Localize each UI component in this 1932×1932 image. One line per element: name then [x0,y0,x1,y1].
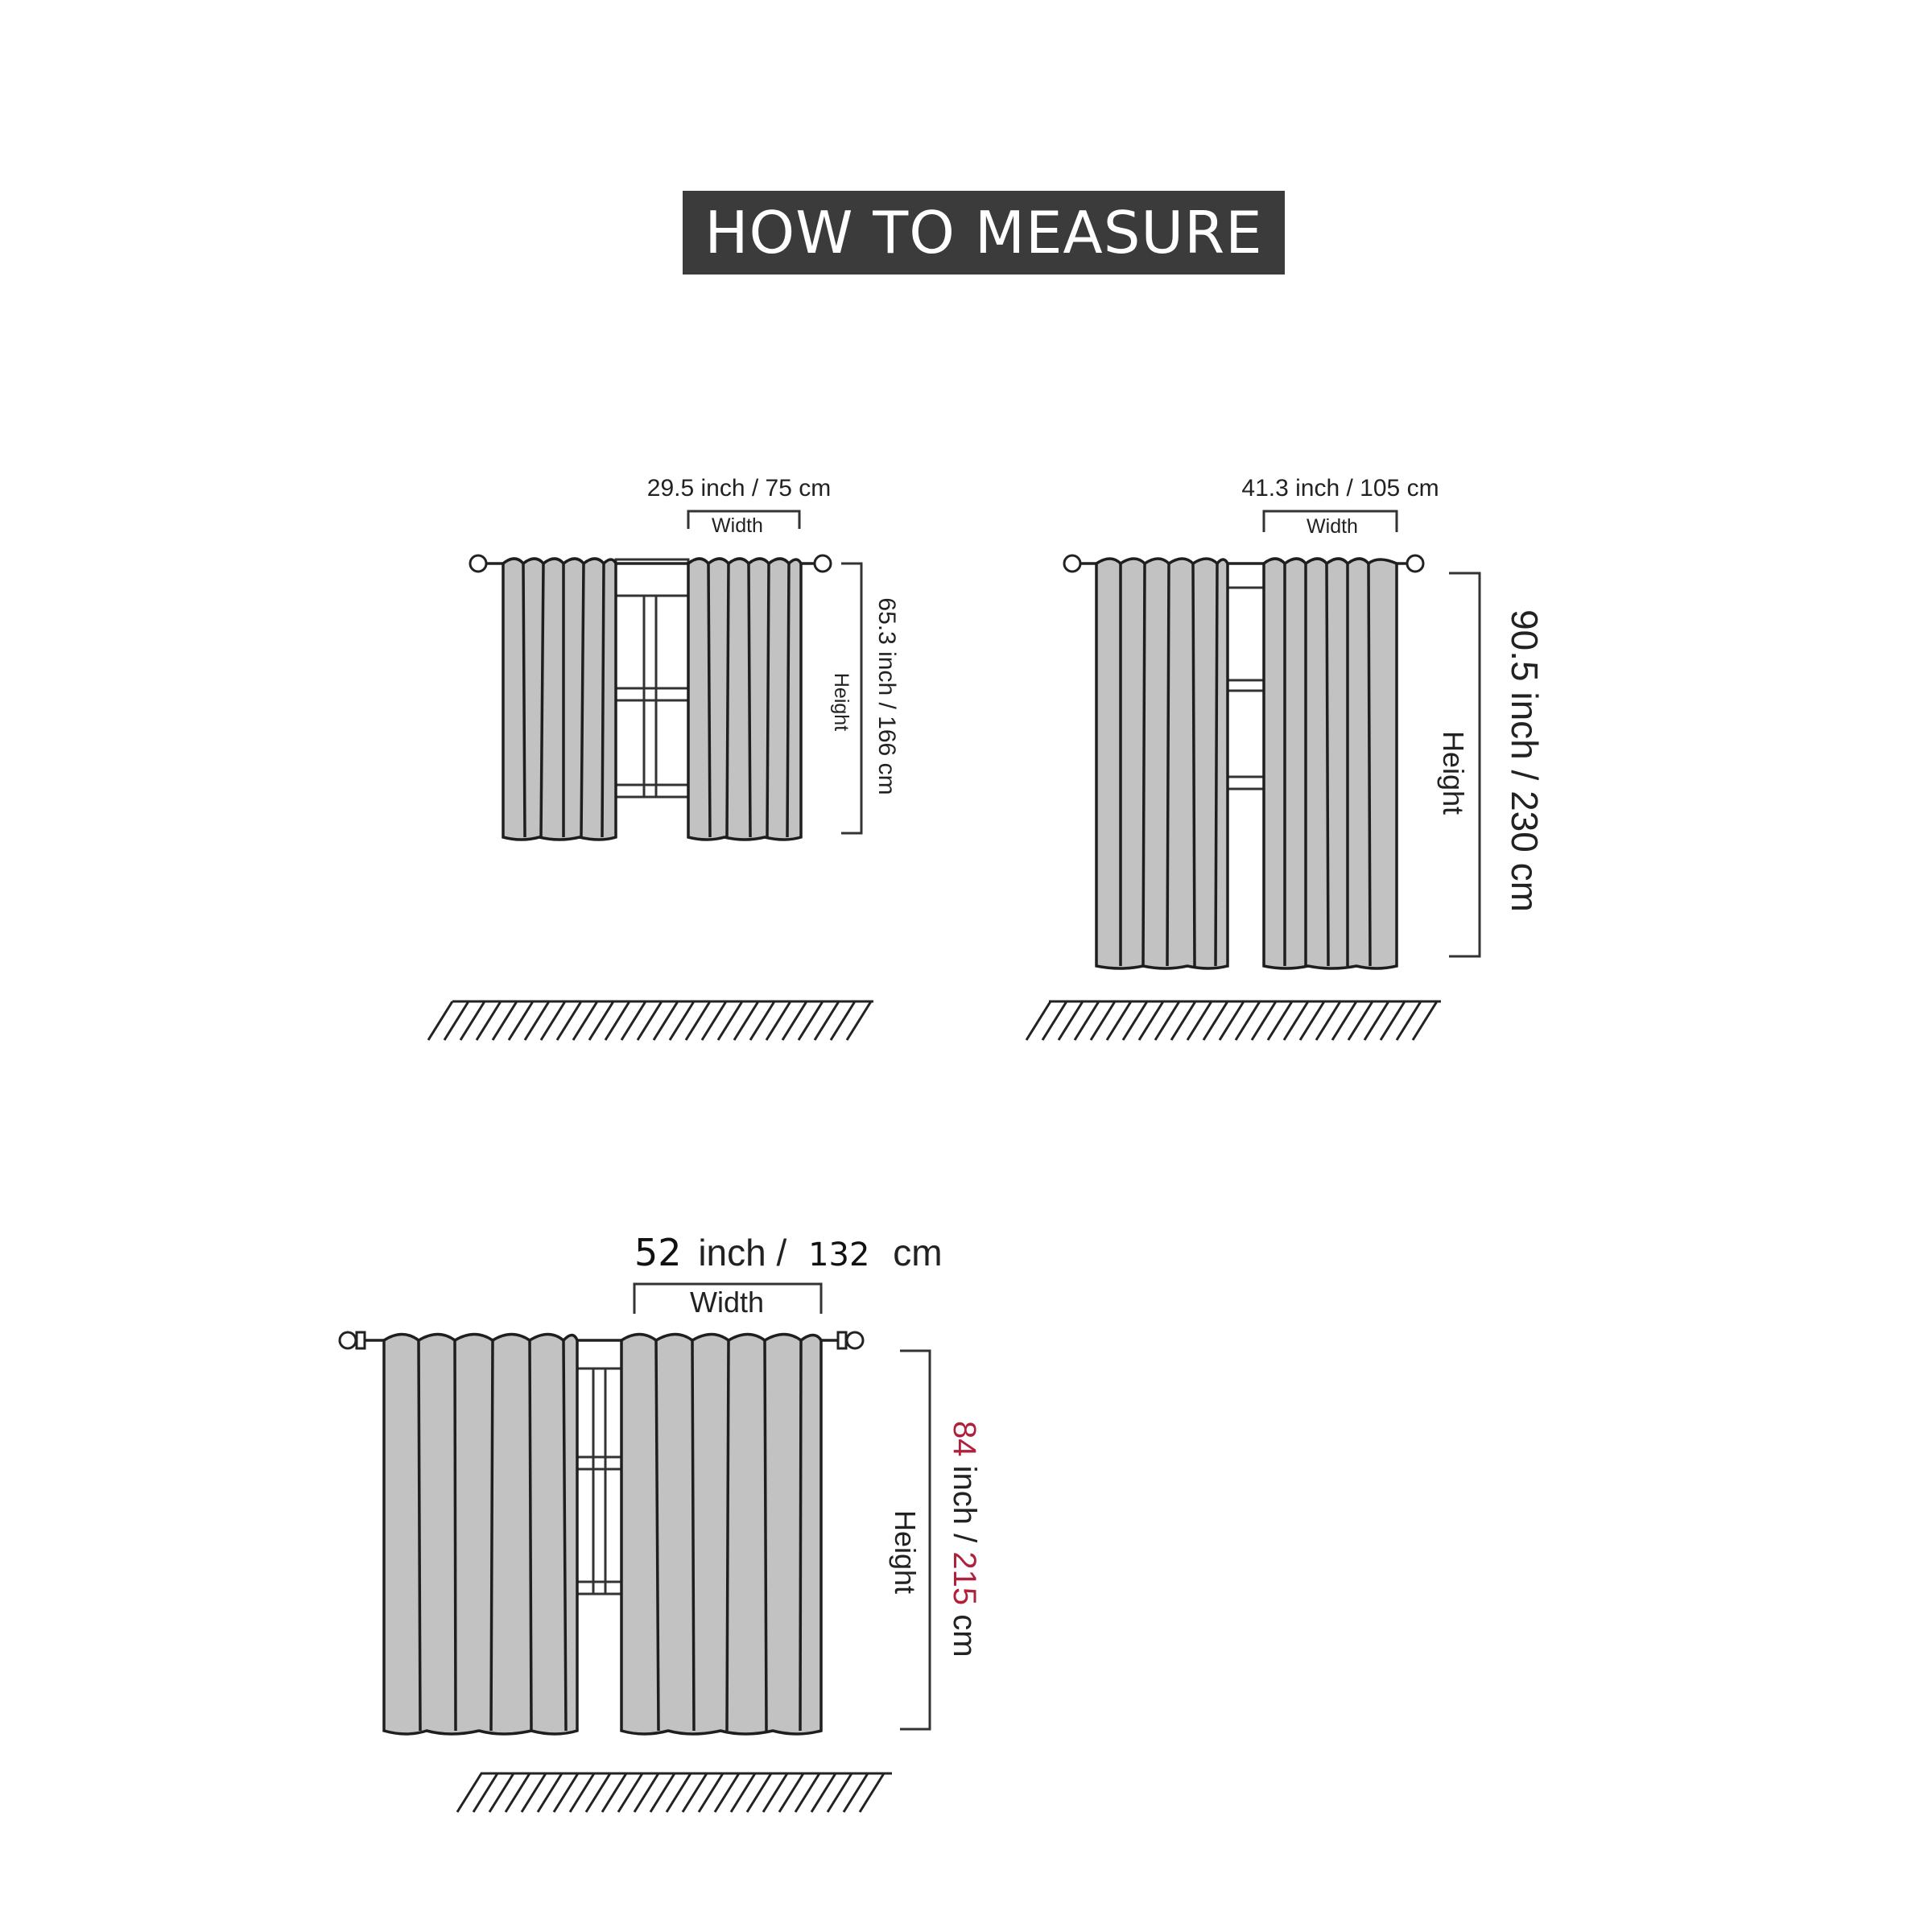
floor-hatch [1026,1001,1441,1040]
rod-finial-right [1407,555,1423,572]
curtain-panel-right [688,559,801,840]
height-measurement: 90.5 inch / 230 cm [1504,609,1546,912]
curtain-panel-left [503,559,616,840]
width-measurement: 52 inch / 132 cm [634,1231,943,1274]
diagram-small [428,475,900,1040]
curtain-panel-right [1264,559,1397,968]
rod-finial-left [1064,555,1080,572]
height-label: Height [889,1509,922,1595]
floor-hatch [428,1001,873,1040]
height-measurement: 65.3 inch / 166 cm [873,597,900,795]
curtain-panel-left [384,1335,577,1735]
curtain-panel-right [621,1335,821,1735]
page-title: HOW TO MEASURE [683,191,1285,275]
width-label: Width [712,514,763,537]
height-measurement: 84 inch / 215 cm [947,1421,982,1657]
height-label: Height [830,672,852,732]
rod-finial-left [470,555,486,572]
diagram-large [340,1231,982,1812]
diagram-medium [1026,475,1546,1040]
height-label: Height [1437,730,1470,815]
window-frame [1228,564,1264,789]
window-frame [577,1340,621,1594]
rod-finial-right [815,555,831,572]
floor-hatch [457,1773,892,1812]
window-frame [616,559,688,797]
rod-finial-left [340,1332,356,1348]
rod-finial-right [847,1332,863,1348]
width-measurement: 29.5 inch / 75 cm [646,475,832,502]
width-label: Width [1307,515,1358,538]
curtain-panel-left [1096,559,1228,968]
width-measurement: 41.3 inch / 105 cm [1241,475,1439,502]
width-label: Width [689,1286,765,1319]
